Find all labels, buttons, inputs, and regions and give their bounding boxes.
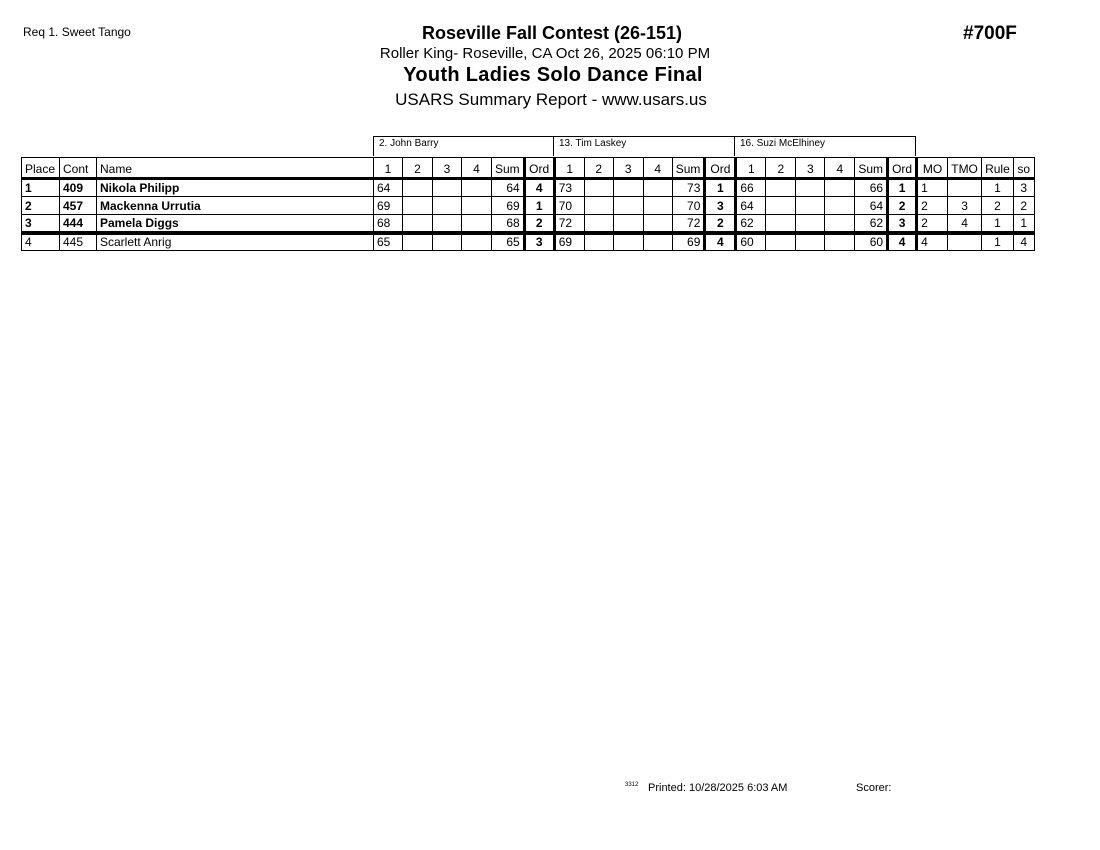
col-j2-sum: Sum (672, 158, 705, 179)
tmo-cell (948, 233, 982, 251)
col-cont: Cont (60, 158, 97, 179)
score-cell (796, 215, 825, 233)
score-cell (613, 215, 643, 233)
table-row (22, 179, 1035, 197)
name-cell: Mackenna Urrutia (97, 197, 374, 215)
score-cell: 64 (736, 197, 766, 215)
col-j2-score1: 1 (554, 158, 584, 179)
score-cell (433, 233, 462, 251)
score-cell (433, 215, 462, 233)
score-cell (584, 197, 613, 215)
col-j1-ord: Ord (524, 158, 554, 179)
score-cell: 65 (374, 233, 403, 251)
ord-cell: 3 (524, 233, 554, 251)
rule-cell: 1 (982, 179, 1014, 197)
requirement-label: Req 1. Sweet Tango (23, 25, 131, 39)
ord-cell: 1 (524, 197, 554, 215)
score-cell (403, 179, 433, 197)
place-cell: 4 (22, 233, 60, 251)
sum-cell: 68 (492, 215, 525, 233)
sum-cell: 60 (855, 233, 888, 251)
score-cell (796, 179, 825, 197)
score-cell (433, 179, 462, 197)
score-cell: 60 (736, 233, 766, 251)
score-cell: 69 (554, 233, 584, 251)
score-cell (825, 215, 855, 233)
ord-cell: 4 (524, 179, 554, 197)
mo-cell: 2 (917, 215, 948, 233)
place-cell: 2 (22, 197, 60, 215)
col-j1-score2: 2 (403, 158, 433, 179)
col-j2-score4: 4 (643, 158, 672, 179)
printed-timestamp: Printed: 10/28/2025 6:03 AM (648, 782, 788, 794)
report-title: USARS Summary Report - www.usars.us (395, 90, 707, 109)
score-cell: 70 (554, 197, 584, 215)
sum-cell: 72 (672, 215, 705, 233)
score-cell (643, 197, 672, 215)
event-number: #700F (963, 23, 1017, 44)
score-cell (584, 215, 613, 233)
ord-cell: 3 (705, 197, 736, 215)
name-cell: Nikola Philipp (97, 179, 374, 197)
rule-cell: 1 (982, 233, 1014, 251)
col-rule: Rule (982, 158, 1014, 179)
place-cell: 3 (22, 215, 60, 233)
tmo-cell (948, 179, 982, 197)
col-so: so (1013, 158, 1034, 179)
score-cell: 72 (554, 215, 584, 233)
cont-cell: 457 (60, 197, 97, 215)
score-cell (766, 233, 796, 251)
cont-cell: 445 (60, 233, 97, 251)
cont-cell: 409 (60, 179, 97, 197)
score-cell: 73 (554, 179, 584, 197)
header-row (22, 158, 1035, 179)
col-j1-sum: Sum (492, 158, 525, 179)
score-cell: 68 (374, 215, 403, 233)
mo-cell: 2 (917, 197, 948, 215)
sum-cell: 65 (492, 233, 525, 251)
sum-cell: 73 (672, 179, 705, 197)
sum-cell: 64 (855, 197, 888, 215)
tmo-cell: 4 (948, 215, 982, 233)
table-row (22, 233, 1035, 251)
score-cell (643, 179, 672, 197)
sum-cell: 70 (672, 197, 705, 215)
results-table (21, 157, 1035, 251)
score-cell: 64 (374, 179, 403, 197)
contest-title: Roseville Fall Contest (26-151) (421, 23, 683, 43)
ord-cell: 3 (888, 215, 917, 233)
table-row (22, 197, 1035, 215)
col-j2-score3: 3 (613, 158, 643, 179)
footer-code: 3312 (625, 782, 639, 788)
sum-cell: 66 (855, 179, 888, 197)
col-place: Place (22, 158, 60, 179)
event-title: Youth Ladies Solo Dance Final (403, 64, 703, 86)
col-j1-score3: 3 (433, 158, 462, 179)
cont-cell: 444 (60, 215, 97, 233)
col-j3-score2: 2 (766, 158, 796, 179)
score-cell (796, 233, 825, 251)
so-cell: 4 (1013, 233, 1034, 251)
score-cell (462, 215, 492, 233)
score-cell (613, 179, 643, 197)
mo-cell: 1 (917, 179, 948, 197)
rule-cell: 1 (982, 215, 1014, 233)
col-j3-ord: Ord (888, 158, 917, 179)
location-datetime: Roller King- Roseville, CA Oct 26, 2025 06:10 PM (379, 45, 711, 62)
score-cell (766, 179, 796, 197)
col-j2-ord: Ord (705, 158, 736, 179)
score-cell (403, 215, 433, 233)
score-cell (403, 233, 433, 251)
score-cell (643, 215, 672, 233)
col-j3-sum: Sum (855, 158, 888, 179)
col-tmo: TMO (948, 158, 982, 179)
score-cell (613, 233, 643, 251)
col-j1-score1: 1 (374, 158, 403, 179)
judge-header-1: 2. John Barry (373, 136, 554, 156)
name-cell: Pamela Diggs (97, 215, 374, 233)
so-cell: 3 (1013, 179, 1034, 197)
ord-cell: 2 (705, 215, 736, 233)
score-cell (462, 233, 492, 251)
score-cell (613, 197, 643, 215)
ord-cell: 1 (705, 179, 736, 197)
score-cell: 69 (374, 197, 403, 215)
score-cell (584, 233, 613, 251)
col-name: Name (97, 158, 374, 179)
score-cell (796, 197, 825, 215)
place-cell: 1 (22, 179, 60, 197)
score-cell (766, 197, 796, 215)
tmo-cell: 3 (948, 197, 982, 215)
score-cell (825, 179, 855, 197)
ord-cell: 4 (888, 233, 917, 251)
mo-cell: 4 (917, 233, 948, 251)
score-cell (462, 179, 492, 197)
ord-cell: 2 (888, 197, 917, 215)
ord-cell: 2 (524, 215, 554, 233)
so-cell: 1 (1013, 215, 1034, 233)
sum-cell: 69 (492, 197, 525, 215)
ord-cell: 1 (888, 179, 917, 197)
rule-cell: 2 (982, 197, 1014, 215)
score-cell: 66 (736, 179, 766, 197)
sum-cell: 62 (855, 215, 888, 233)
score-cell (825, 197, 855, 215)
col-mo: MO (917, 158, 948, 179)
col-j3-score3: 3 (796, 158, 825, 179)
judge-header-3: 16. Suzi McElhiney (734, 136, 916, 156)
sum-cell: 69 (672, 233, 705, 251)
col-j3-score1: 1 (736, 158, 766, 179)
score-cell (766, 215, 796, 233)
so-cell: 2 (1013, 197, 1034, 215)
col-j2-score2: 2 (584, 158, 613, 179)
score-cell (643, 233, 672, 251)
score-cell (403, 197, 433, 215)
table-row (22, 215, 1035, 233)
sum-cell: 64 (492, 179, 525, 197)
score-cell (433, 197, 462, 215)
col-j3-score4: 4 (825, 158, 855, 179)
score-cell (462, 197, 492, 215)
name-cell: Scarlett Anrig (97, 233, 374, 251)
score-cell (825, 233, 855, 251)
scorer-label: Scorer: (856, 782, 892, 794)
score-cell (584, 179, 613, 197)
score-cell: 62 (736, 215, 766, 233)
judge-header-2: 13. Tim Laskey (553, 136, 735, 156)
ord-cell: 4 (705, 233, 736, 251)
col-j1-score4: 4 (462, 158, 492, 179)
